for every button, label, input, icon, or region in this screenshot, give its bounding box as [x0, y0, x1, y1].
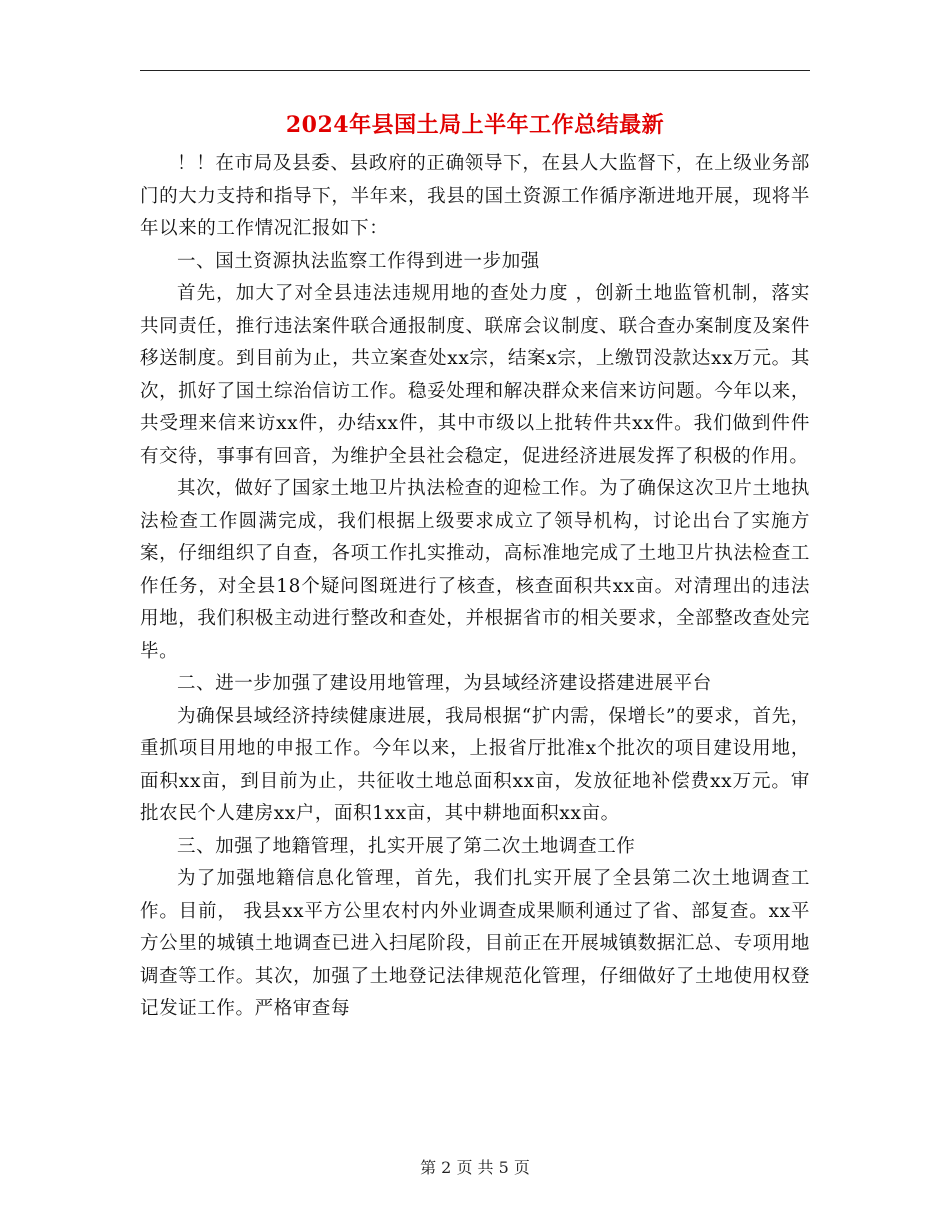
- document-body: [140, 148, 810, 1026]
- paragraph-3: 为确保县域经济持续健康进展，我局根据“扩内需，保增长”的要求，首先，重抓项目用地的申报工作。今年以来，上报省厅批准x个批次的项目建设用地，面积xx亩，到目前为止，共征收土地总面积xx亩，发放征地补偿费xx万元。审批农民个人建房xx户，面积1xx亩，其中耕地面积xx亩。: [140, 705, 810, 824]
- section-heading-2: 二、进一步加强了建设用地管理，为县域经济建设搭建进展平台: [177, 673, 712, 694]
- paragraph-1: 首先，加大了对全县违法违规用地的查处力度 ，创新土地监管机制，落实共同责任，推行违法案件联合通报制度、联席会议制度、联合查办案制度及案件移送制度。到目前为止，共立案查处xx宗，结案x宗，上缴罚没款达xx万元。其次，抓好了国土综治信访工作。稳妥处理和解决群众来信来访问题。今年以来，共受理来信来访xx件，办结xx件，其中市级以上批转件共xx件。我们做到件件有交待，事事有回音，为维护全县社会稳定，促进经济进展发挥了积极的作用。: [140, 283, 810, 467]
- section-heading-1: 一、国土资源执法监察工作得到进一步加强: [177, 250, 540, 272]
- header-rule: [140, 70, 810, 71]
- section-heading-3: 三、加强了地籍管理，扎实开展了第二次土地调查工作: [177, 835, 636, 857]
- document-title: 2024年县国土局上半年工作总结最新: [285, 112, 665, 138]
- paragraph-intro: ！！在市局及县委、县政府的正确领导下，在县人大监督下，在上级业务部门的大力支持和指导下，半年来，我县的国土资源工作循序渐进地开展，现将半年以来的工作情况汇报如下：: [140, 153, 810, 239]
- paragraph-2: 其次，做好了国家土地卫片执法检查的迎检工作。为了确保这次卫片土地执法检查工作圆满完成，我们根据上级要求成立了领导机构，讨论出台了实施方案，仔细组织了自查，各项工作扎实推动，高标准地完成了土地卫片执法检查工作任务，对全县18个疑问图斑进行了核查，核查面积共xx亩。对清理出的违法用地，我们积极主动进行整改和查处，并根据省市的相关要求，全部整改查处完毕。: [140, 478, 810, 662]
- paragraph-4: 为了加强地籍信息化管理，首先，我们扎实开展了全县第二次土地调查工作。目前， 我县xx平方公里农村内外业调查成果顺利通过了省、部复查。xx平方公里的城镇土地调查已进入扫尾阶段，目前正在开展城镇数据汇总、专项用地调查等工作。其次，加强了土地登记法律规范化管理，仔细做好了土地使用权登记发证工作。严格审查每: [140, 868, 810, 1019]
- page-number: 第 2 页 共 5 页: [420, 1158, 530, 1177]
